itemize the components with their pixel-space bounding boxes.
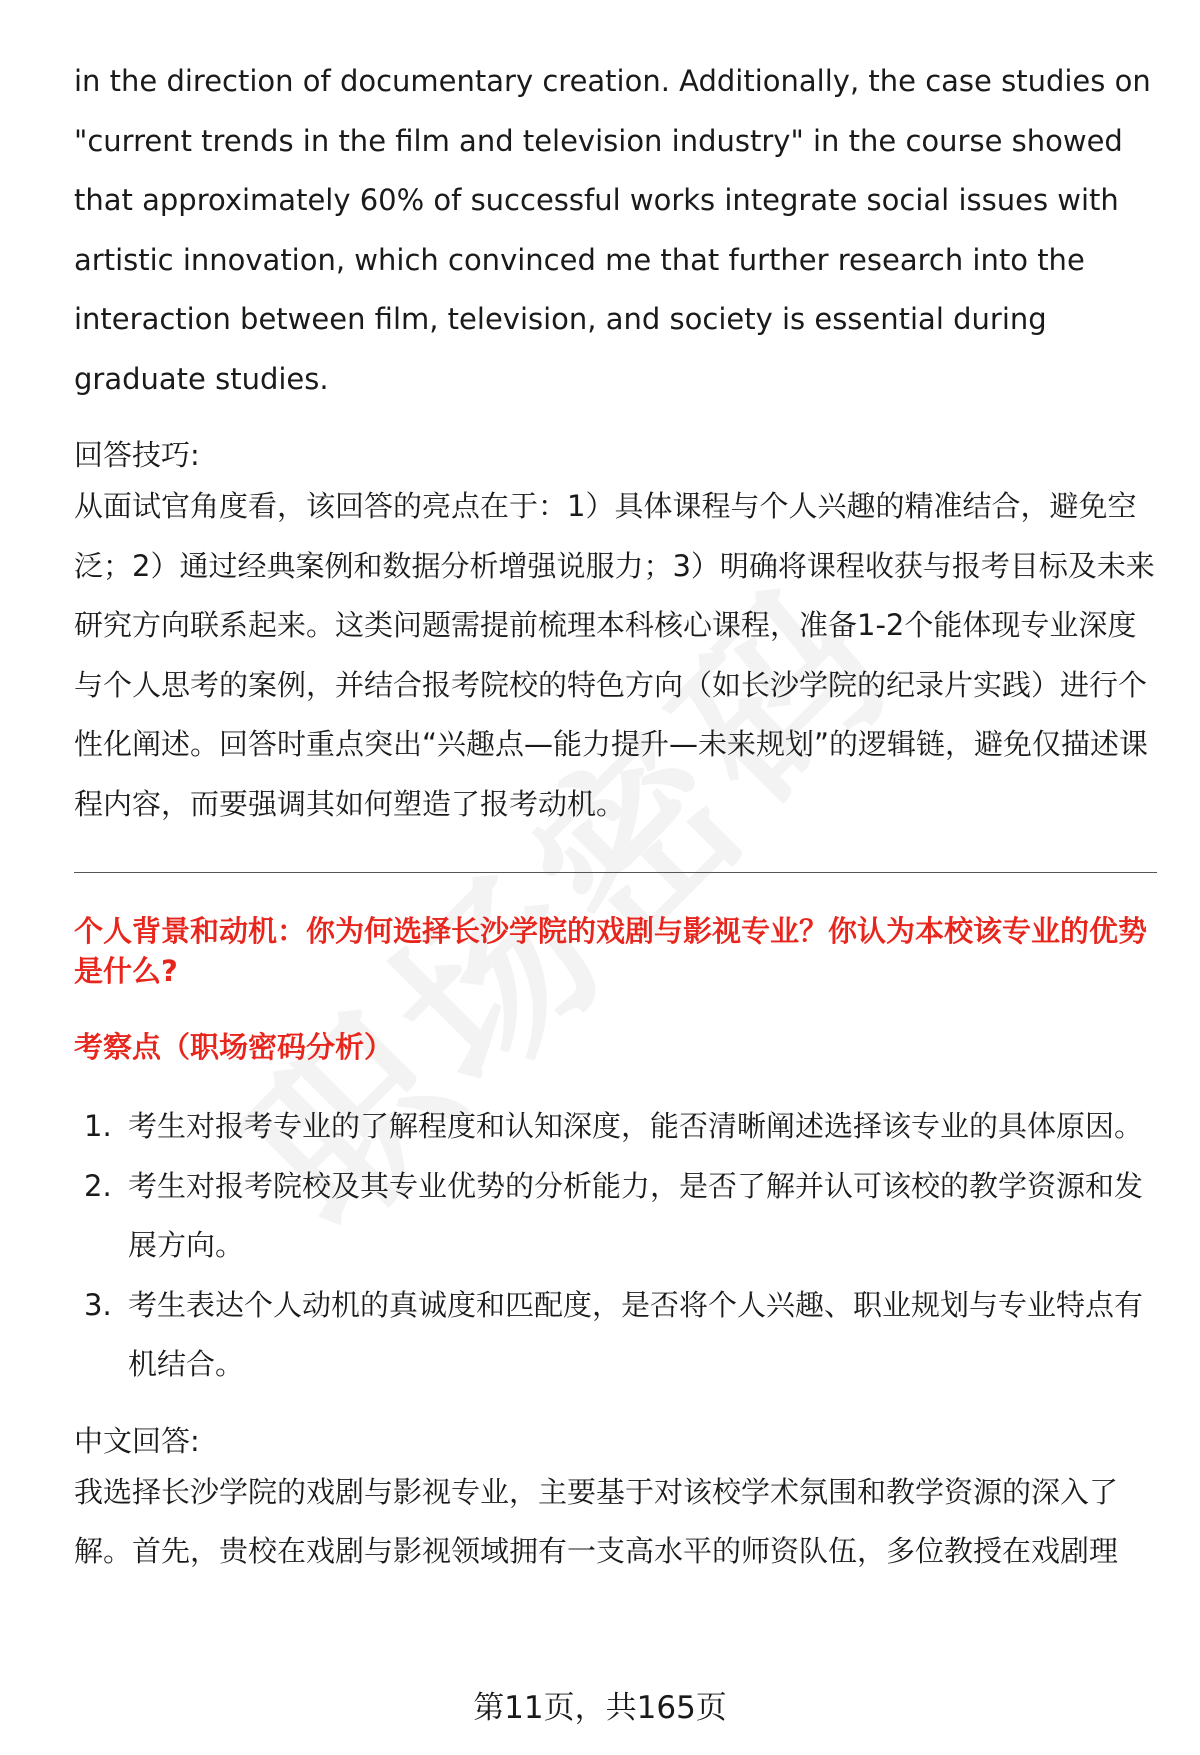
focus-title: 考察点（职场密码分析）	[74, 1030, 394, 1064]
page-content	[74, 52, 1160, 1582]
section-divider	[74, 872, 1157, 873]
question-heading: 个人背景和动机：你为何选择长沙学院的戏剧与影视专业？你认为本校该专业的优势是什么?	[74, 914, 1148, 988]
chinese-answer-body: 我选择长沙学院的戏剧与影视专业，主要基于对该校学术氛围和教学资源的深入了解。首先，贵校在戏剧与影视领域拥有一支高水平的师资队伍，多位教授在戏剧理	[74, 1474, 1119, 1568]
list-item-number: 3.	[84, 1287, 112, 1322]
chinese-answer-label: 中文回答:	[74, 1423, 200, 1458]
tips-body: 从面试官角度看，该回答的亮点在于：1）具体课程与个人兴趣的精准结合，避免空泛；2）通过经典案例和数据分析增强说服力；3）明确将课程收获与报考目标及未来研究方向联系起来。这类问题需提前梳理本科核心课程，准备1-2个能体现专业深度与个人思考的案例，并结合报考院校的特色方向（如长沙学院的纪录片实践）进行个性化阐述。回答时重点突出“兴趣点—能力提升—未来规划”的逻辑链，避免仅描述课程内容，而要强调其如何塑造了报考动机。	[74, 489, 1155, 821]
page-number: 第11页，共165页	[473, 1690, 727, 1726]
tips-label: 回答技巧:	[74, 438, 200, 472]
focus-points-list	[74, 1097, 1160, 1395]
list-item	[74, 1157, 1160, 1276]
intro-paragraph: in the direction of documentary creation. Additionally, the case studies on "current trends in the film and television industry" in the course showed that approximately 60% of successful works integrate social issues with artistic innovation, which convinced me that further research into the interaction between film, television, and society is essential during graduate studies.	[74, 64, 1151, 396]
list-item-text: 考生对报考专业的了解程度和认知深度，能否清晰阐述选择该专业的具体原因。	[128, 1109, 1144, 1143]
list-item-text: 考生对报考院校及其专业优势的分析能力，是否了解并认可该校的教学资源和发展方向。	[128, 1168, 1144, 1262]
list-item-text: 考生表达个人动机的真诚度和匹配度，是否将个人兴趣、职业规划与专业特点有机结合。	[128, 1287, 1144, 1381]
list-item-number: 1.	[84, 1109, 112, 1143]
list-item-number: 2.	[84, 1168, 112, 1203]
list-item	[74, 1276, 1160, 1395]
list-item	[74, 1097, 1160, 1157]
